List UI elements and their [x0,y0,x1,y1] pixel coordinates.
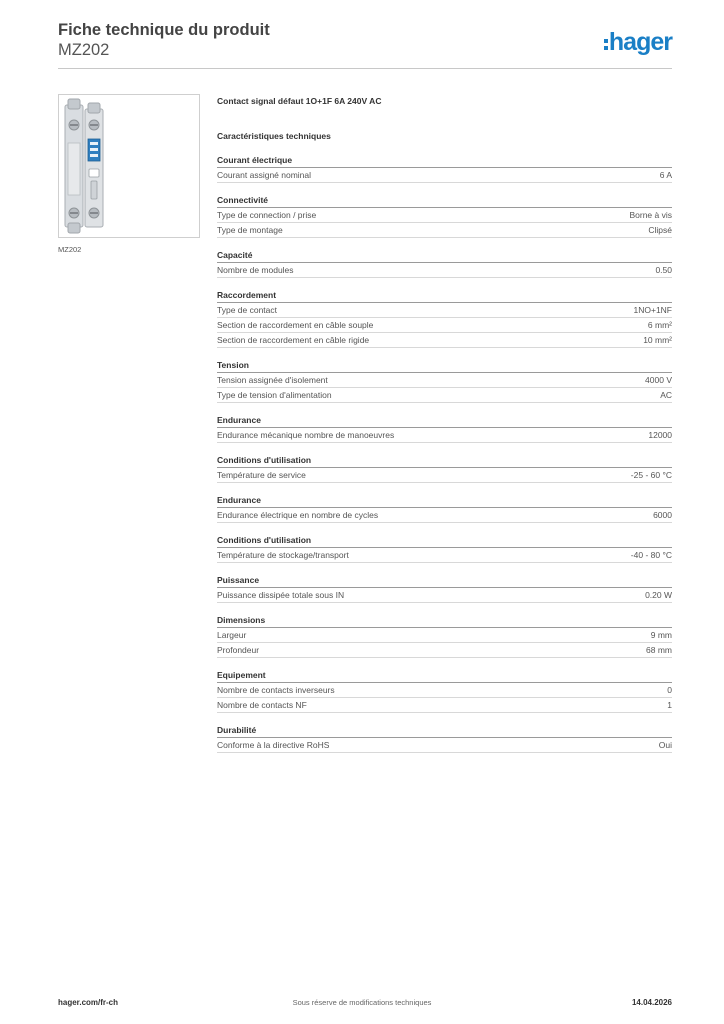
spec-label: Endurance électrique en nombre de cycles [217,510,379,520]
spec-label: Section de raccordement en câble rigide [217,335,370,345]
section-title: Dimensions [217,614,672,628]
spec-value: 12000 [648,430,672,440]
spec-row [217,303,672,318]
spec-label: Nombre de contacts NF [217,700,307,710]
section-title: Courant électrique [217,154,672,168]
section-title: Durabilité [217,724,672,738]
spec-value: 9 mm [650,630,672,640]
footer-disclaimer: Sous réserve de modifications techniques [292,998,432,1007]
header-divider [58,68,672,69]
spec-section [217,614,672,658]
logo-dots-icon [604,39,608,50]
spec-row [217,388,672,403]
spec-value: 0 [667,685,672,695]
spec-value: AC [660,390,672,400]
spec-row [217,683,672,698]
spec-row [217,263,672,278]
spec-label: Courant assigné nominal [217,170,312,180]
spec-row [217,468,672,483]
spec-section [217,154,672,183]
footer-date: 14.04.2026 [631,998,672,1007]
spec-label: Nombre de contacts inverseurs [217,685,335,695]
footer-website: hager.com/fr-ch [58,998,119,1007]
spec-label: Température de stockage/transport [217,550,349,560]
spec-label: Température de service [217,470,306,480]
spec-section [217,194,672,238]
section-title: Raccordement [217,289,672,303]
spec-section [217,249,672,278]
spec-label: Type de connection / prise [217,210,317,220]
spec-row [217,168,672,183]
spec-section [217,359,672,403]
spec-value: 1 [667,700,672,710]
product-description: Contact signal défaut 1O+1F 6A 240V AC [217,96,382,106]
hager-logo [604,28,672,56]
spec-label: Endurance mécanique nombre de manoeuvres [217,430,395,440]
logo-text: hager [608,28,672,56]
product-device-icon [59,95,199,237]
spec-row [217,208,672,223]
spec-section [217,574,672,603]
spec-row [217,508,672,523]
spec-label: Type de montage [217,225,283,235]
spec-value: 1NO+1NF [633,305,672,315]
section-title: Endurance [217,414,672,428]
spec-row [217,333,672,348]
spec-label: Profondeur [217,645,260,655]
spec-value: 68 mm [646,645,672,655]
spec-row [217,643,672,658]
spec-section [217,414,672,443]
technical-heading: Caractéristiques techniques [217,131,331,141]
spec-row [217,223,672,238]
spec-label: Type de tension d'alimentation [217,390,332,400]
spec-value: -25 - 60 °C [630,470,672,480]
page-title: Fiche technique du produit [58,21,270,39]
spec-value: -40 - 80 °C [630,550,672,560]
spec-row [217,698,672,713]
spec-value: 6 A [659,170,672,180]
product-image-caption: MZ202 [58,245,82,254]
section-title: Conditions d'utilisation [217,454,672,468]
product-reference: MZ202 [58,41,110,59]
section-title: Equipement [217,669,672,683]
section-title: Conditions d'utilisation [217,534,672,548]
spec-value: Clipsé [648,225,672,235]
spec-row [217,318,672,333]
spec-section [217,454,672,483]
spec-value: 0.20 W [645,590,672,600]
spec-value: Oui [658,740,672,750]
section-title: Puissance [217,574,672,588]
section-title: Tension [217,359,672,373]
spec-sections [217,154,672,753]
spec-label: Nombre de modules [217,265,294,275]
spec-value: 0.50 [655,265,672,275]
spec-value: 6 mm² [647,320,672,330]
page-header [58,20,672,70]
product-image [58,94,200,238]
spec-label: Type de contact [217,305,278,315]
spec-label: Conforme à la directive RoHS [217,740,330,750]
spec-section [217,494,672,523]
spec-value: 4000 V [645,375,672,385]
spec-label: Puissance dissipée totale sous IN [217,590,345,600]
spec-row [217,588,672,603]
spec-row [217,738,672,753]
spec-section [217,534,672,563]
spec-row [217,628,672,643]
spec-section [217,724,672,753]
spec-value: 10 mm² [643,335,672,345]
section-title: Connectivité [217,194,672,208]
spec-value: Borne à vis [629,210,672,220]
spec-content [217,94,672,753]
spec-section [217,669,672,713]
spec-label: Section de raccordement en câble souple [217,320,374,330]
section-title: Capacité [217,249,672,263]
spec-row [217,373,672,388]
spec-label: Largeur [217,630,247,640]
spec-value: 6000 [653,510,672,520]
spec-label: Tension assignée d'isolement [217,375,328,385]
section-title: Endurance [217,494,672,508]
spec-row [217,428,672,443]
spec-section [217,289,672,348]
spec-row [217,548,672,563]
